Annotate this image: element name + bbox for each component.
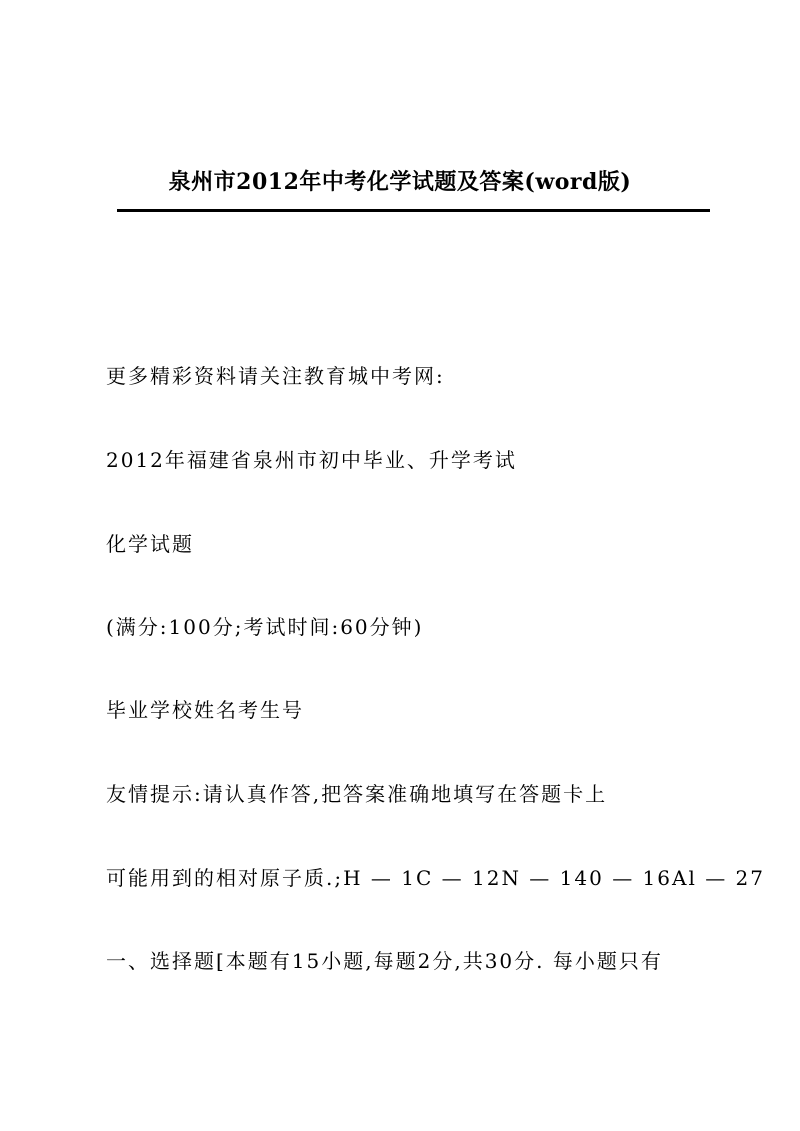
- score-time-line: (满分:100分;考试时间:60分钟): [106, 615, 424, 639]
- exam-name-line: 2012年福建省泉州市初中毕业、升学考试: [106, 448, 517, 472]
- atomic-mass-line: 可能用到的相对原子质.;H — 1C — 12N — 140 — 16Al — 27: [106, 866, 765, 890]
- title-divider: [117, 209, 710, 212]
- section-heading-line: 一、选择题[本题有15小题,每题2分,共30分. 每小题只有: [106, 949, 663, 973]
- info-line: 更多精彩资料请关注教育城中考网:: [106, 364, 445, 388]
- tip-line: 友情提示:请认真作答,把答案准确地填写在答题卡上: [106, 782, 608, 806]
- student-info-line: 毕业学校姓名考生号: [106, 698, 304, 722]
- subject-line: 化学试题: [106, 532, 194, 556]
- document-title: 泉州市2012年中考化学试题及答案(word版): [168, 169, 632, 195]
